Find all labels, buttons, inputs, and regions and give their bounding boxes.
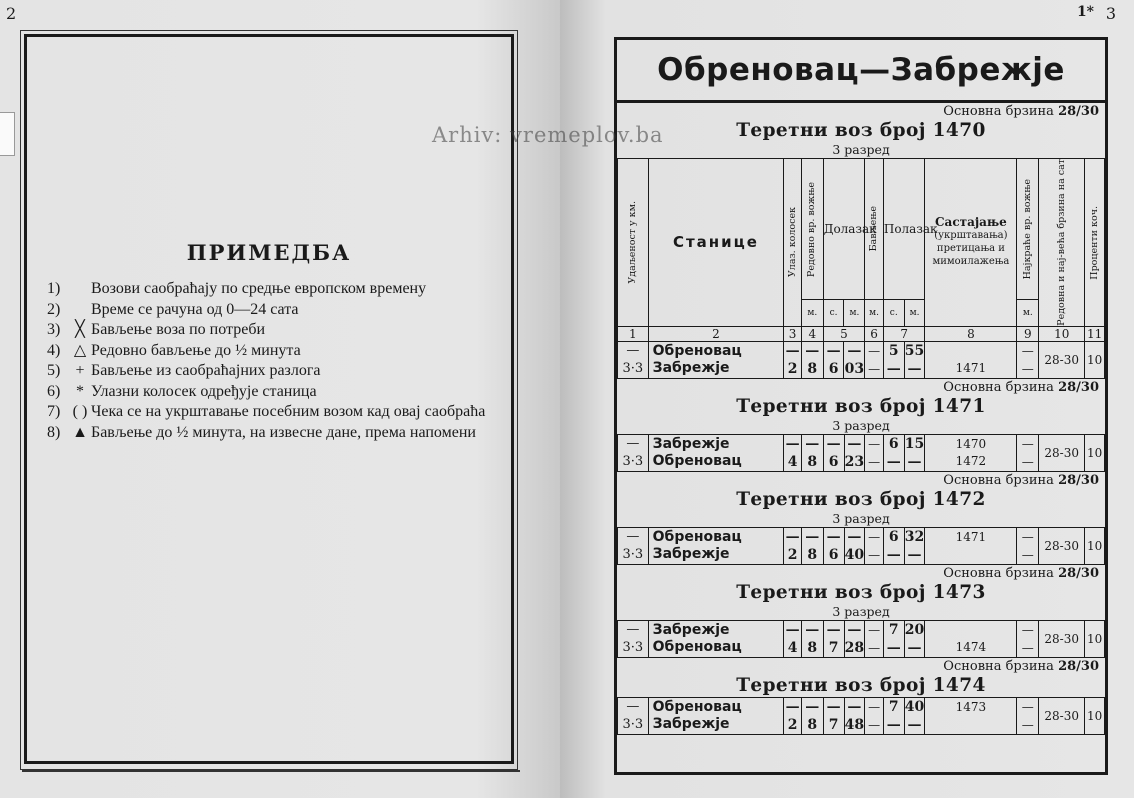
dash: — — [847, 528, 862, 545]
base-speed-label: Основна брзина — [943, 472, 1054, 488]
col-number: 1 — [618, 326, 649, 341]
dash: — — [785, 621, 800, 638]
departure-minute: 20 — [904, 621, 925, 638]
bottom-rule — [22, 770, 520, 772]
dash: — — [868, 640, 881, 655]
train-row — [618, 697, 1105, 734]
dash: — — [907, 639, 922, 656]
train-name: Теретни воз број 1470 — [736, 120, 986, 141]
header-row — [618, 159, 1105, 300]
note-number: 6) — [47, 382, 61, 400]
note-symbol: * — [76, 382, 84, 400]
meeting-train-1 — [925, 343, 1016, 360]
meeting-train-1 — [925, 622, 1016, 639]
dash: — — [847, 621, 862, 638]
dash: — — [826, 698, 841, 715]
arrival-minute: 23 — [844, 453, 865, 470]
col-number: 10 — [1039, 326, 1085, 341]
dash: — — [886, 716, 901, 733]
note-item — [47, 320, 499, 341]
dash: — — [805, 528, 820, 545]
dash: — — [1021, 640, 1034, 655]
dash: — — [785, 342, 800, 359]
dash: — — [1021, 361, 1034, 376]
train-table — [617, 158, 1105, 379]
dash: — — [847, 435, 862, 452]
station-from: Обреновац — [652, 698, 742, 715]
notes-title: ПРИМЕДБА — [186, 240, 352, 265]
meeting-train-2: 1472 — [955, 453, 987, 468]
note-number: 2) — [47, 300, 61, 318]
departure-hour: 6 — [888, 528, 899, 545]
entry-track: 2 — [787, 546, 798, 563]
train-block — [617, 472, 1105, 565]
note-item — [47, 382, 499, 403]
train-class: 3 разред — [832, 417, 890, 433]
train-name: Теретни воз број 1473 — [736, 581, 986, 603]
col-number: 4 — [801, 326, 823, 341]
train-table — [617, 434, 1105, 472]
departure-hour: 6 — [888, 435, 899, 452]
entry-track: 2 — [787, 716, 798, 733]
brake-percent: 10 — [1085, 434, 1105, 471]
base-speed-label: Основна брзина — [943, 658, 1054, 674]
train-block — [617, 379, 1105, 472]
dash: — — [1021, 436, 1034, 451]
dash: — — [868, 717, 881, 732]
dash: — — [847, 698, 862, 715]
dash: — — [907, 716, 922, 733]
departure-minute: 15 — [904, 435, 925, 452]
train-row — [618, 341, 1105, 378]
unit-min: м. — [1017, 300, 1039, 326]
dash: — — [626, 529, 640, 545]
dash: — — [826, 528, 841, 545]
dash: — — [868, 622, 881, 637]
header-brake: Проценти коч. — [1088, 205, 1100, 280]
train-row — [618, 527, 1105, 564]
dash: — — [1021, 622, 1034, 637]
unit-min: м. — [904, 300, 925, 326]
arrival-hour: 6 — [828, 546, 839, 563]
arrival-minute: 03 — [844, 360, 865, 377]
left-page — [0, 0, 560, 798]
note-item — [47, 341, 499, 362]
unit-hour: с. — [883, 300, 904, 326]
dash: — — [886, 546, 901, 563]
base-speed — [617, 103, 1105, 120]
brake-percent: 10 — [1085, 620, 1105, 657]
dash: — — [626, 343, 640, 359]
dash: — — [907, 546, 922, 563]
unit-min: м. — [801, 300, 823, 326]
base-speed — [617, 658, 1105, 675]
dash: — — [1021, 717, 1034, 732]
train-block — [617, 565, 1105, 658]
speed-value: 28-30 — [1039, 620, 1085, 657]
dash: — — [868, 343, 881, 358]
note-item — [47, 423, 499, 444]
note-number: 5) — [47, 362, 61, 379]
dash: — — [907, 453, 922, 470]
dash: — — [868, 361, 881, 376]
departure-minute: 55 — [904, 342, 925, 359]
note-number: 8) — [47, 423, 61, 441]
station-to: Забрежје — [652, 359, 730, 376]
train-block — [617, 658, 1105, 735]
dash: — — [785, 698, 800, 715]
col-number: 9 — [1017, 326, 1039, 341]
note-symbol: ╳ — [75, 321, 85, 338]
dash: — — [1021, 529, 1034, 544]
col-number: 6 — [865, 326, 884, 341]
station-from: Забрежје — [652, 621, 730, 638]
meeting-train-1: 1473 — [955, 699, 987, 714]
train-class: 3 разред — [832, 510, 890, 526]
dash: — — [826, 621, 841, 638]
note-number: 7) — [47, 403, 61, 420]
note-number: 3) — [47, 321, 61, 338]
header-meetings: Састајање — [935, 215, 1007, 230]
speed-value: 28-30 — [1039, 434, 1085, 471]
speed-value: 28-30 — [1039, 697, 1085, 734]
departure-hour: 5 — [888, 342, 899, 359]
base-speed-value: 28/30 — [1058, 104, 1099, 119]
station-from: Забрежје — [652, 435, 730, 452]
run-time: 8 — [807, 453, 818, 470]
header-shortest-run: Најкраће вр. вожње — [1021, 178, 1033, 280]
note-item — [47, 279, 499, 300]
dash: — — [826, 435, 841, 452]
dash: — — [626, 699, 640, 715]
train-name: Теретни воз број 1472 — [736, 488, 986, 510]
arrival-hour: 6 — [828, 360, 839, 377]
train-name: Теретни воз број 1474 — [736, 674, 986, 696]
dash: — — [868, 547, 881, 562]
run-time: 8 — [807, 639, 818, 656]
note-symbol — [69, 279, 91, 300]
header-stop: Бављење — [868, 206, 880, 252]
train-table — [617, 620, 1105, 658]
note-number: 4) — [47, 341, 61, 359]
brake-percent: 10 — [1085, 341, 1105, 378]
note-text: Бављење воза по потреби — [91, 321, 266, 338]
header-arrival: Долазак — [823, 159, 865, 300]
entry-track: 2 — [787, 360, 798, 377]
speed-value: 28-30 — [1039, 527, 1085, 564]
dash: — — [886, 639, 901, 656]
note-text: Улазни колосек одређује станица — [91, 382, 317, 400]
header-regular-run: Редовно вр. вожње — [806, 181, 818, 277]
header-entry-track: Улаз. колосек — [786, 207, 798, 278]
distance-km: 3·3 — [622, 717, 644, 733]
notes-list — [47, 279, 499, 443]
note-text: Редовно бављење до ½ минута — [91, 341, 301, 359]
unit-min: м. — [844, 300, 865, 326]
dash: — — [805, 342, 820, 359]
arrival-minute: 48 — [844, 716, 865, 733]
dash: — — [886, 360, 901, 377]
departure-minute: 40 — [904, 698, 925, 715]
train-class: 3 разред — [832, 603, 890, 619]
dash: — — [868, 454, 881, 469]
meeting-train-2 — [925, 716, 1016, 733]
base-speed — [617, 379, 1105, 396]
note-symbol: ( ) — [72, 403, 88, 420]
timetable-frame — [614, 37, 1108, 775]
dash: — — [1021, 343, 1034, 358]
dash: — — [805, 435, 820, 452]
base-speed — [617, 565, 1105, 582]
train-row — [618, 620, 1105, 657]
header-meetings-sub: (укрштавања) претицања и мимоилажења — [932, 230, 1010, 268]
distance-km: 3·3 — [622, 454, 644, 470]
dash: — — [1021, 699, 1034, 714]
train-table — [617, 527, 1105, 565]
meeting-train-2 — [925, 546, 1016, 563]
departure-hour: 7 — [888, 621, 899, 638]
base-speed-label: Основна брзина — [943, 565, 1054, 581]
page-tab-marker — [0, 112, 15, 156]
base-speed-value: 28/30 — [1058, 379, 1099, 395]
dash: — — [1021, 547, 1034, 562]
col-number: 2 — [648, 326, 784, 341]
brake-percent: 10 — [1085, 697, 1105, 734]
dash: — — [886, 453, 901, 470]
unit-hour: с. — [823, 300, 844, 326]
train-block — [617, 103, 1105, 379]
dash: — — [805, 698, 820, 715]
header-departure: Полазак — [883, 159, 925, 300]
distance-km: 3·3 — [622, 361, 644, 377]
note-text: Бављење из саобраћајних разлога — [91, 362, 321, 379]
train-table — [617, 697, 1105, 735]
trains-container — [617, 103, 1105, 735]
departure-hour: 7 — [888, 698, 899, 715]
dash: — — [907, 360, 922, 377]
arrival-minute: 28 — [844, 639, 865, 656]
note-text: Бављење до ½ минута, на извесне дане, према напомени — [91, 423, 476, 441]
arrival-hour: 7 — [828, 716, 839, 733]
header-stations: Станице — [648, 159, 784, 327]
note-symbol: + — [75, 362, 85, 379]
note-text: Чека се на укрштавање посебним возом кад овај саобраћа — [91, 403, 486, 420]
dash: — — [785, 528, 800, 545]
dash: — — [1021, 454, 1034, 469]
page-number-right: 3 — [1105, 4, 1116, 23]
distance-km: 3·3 — [622, 640, 644, 656]
base-speed-value: 28/30 — [1058, 658, 1099, 674]
distance-km: 3·3 — [622, 547, 644, 563]
speed-value: 28-30 — [1039, 341, 1085, 378]
meeting-train-1: 1471 — [955, 529, 987, 544]
run-time: 8 — [807, 716, 818, 733]
dash: — — [626, 436, 640, 452]
arrival-hour: 6 — [828, 453, 839, 470]
unit-min: м. — [865, 300, 884, 326]
arrival-hour: 7 — [828, 639, 839, 656]
dash: — — [826, 342, 841, 359]
station-to: Забрежје — [652, 545, 730, 562]
signature-mark: 1* — [1076, 4, 1094, 20]
run-time: 8 — [807, 360, 818, 377]
base-speed-value: 28/30 — [1058, 565, 1099, 581]
station-from: Обреновац — [652, 342, 742, 359]
meeting-train-2: 1474 — [955, 639, 987, 654]
entry-track: 4 — [787, 453, 798, 470]
col-number: 11 — [1085, 326, 1105, 341]
train-class: 3 разред — [832, 142, 890, 157]
meeting-train-2: 1471 — [955, 360, 987, 375]
note-text: Возови саобраћају по средње европском времену — [91, 280, 427, 297]
station-to: Обреновац — [652, 638, 742, 655]
train-name: Теретни воз број 1471 — [736, 395, 986, 417]
station-to: Обреновац — [652, 452, 742, 469]
dash: — — [785, 435, 800, 452]
header-distance: Удаљеност у км. — [626, 201, 638, 284]
station-to: Забрежје — [652, 715, 730, 732]
dash: — — [847, 342, 862, 359]
note-symbol: ▲ — [72, 423, 88, 441]
entry-track: 4 — [787, 639, 798, 656]
departure-minute: 32 — [904, 528, 925, 545]
note-item — [47, 361, 499, 382]
watermark: Arhiv: vremeplov.ba — [432, 123, 664, 147]
brake-percent: 10 — [1085, 527, 1105, 564]
dash: — — [805, 621, 820, 638]
col-number: 8 — [925, 326, 1017, 341]
note-text: Време се рачуна од 0—24 сата — [91, 300, 299, 318]
col-number: 5 — [823, 326, 865, 341]
train-row — [618, 434, 1105, 471]
base-speed-label: Основна брзина — [943, 379, 1054, 395]
right-page — [560, 0, 1134, 798]
base-speed-label: Основна брзина — [943, 104, 1054, 119]
column-numbers-row — [618, 326, 1105, 341]
dash: — — [626, 622, 640, 638]
note-symbol: △ — [73, 341, 87, 359]
station-from: Обреновац — [652, 528, 742, 545]
note-item — [47, 402, 499, 423]
dash: — — [868, 699, 881, 714]
base-speed-value: 28/30 — [1058, 472, 1099, 488]
base-speed — [617, 472, 1105, 489]
timetable-title: Обреновац—Забрежје — [617, 40, 1105, 103]
note-symbol — [69, 300, 91, 321]
col-number: 7 — [883, 326, 925, 341]
header-speed: Редовна и нај-већа брзина на сат — [1055, 159, 1067, 326]
run-time: 8 — [807, 546, 818, 563]
arrival-minute: 40 — [844, 546, 865, 563]
col-number: 3 — [784, 326, 802, 341]
dash: — — [868, 529, 881, 544]
dash: — — [868, 436, 881, 451]
note-number: 1) — [47, 280, 61, 297]
page-number-left: 2 — [6, 4, 17, 23]
meeting-train-1: 1470 — [955, 436, 987, 451]
note-item — [47, 300, 499, 321]
